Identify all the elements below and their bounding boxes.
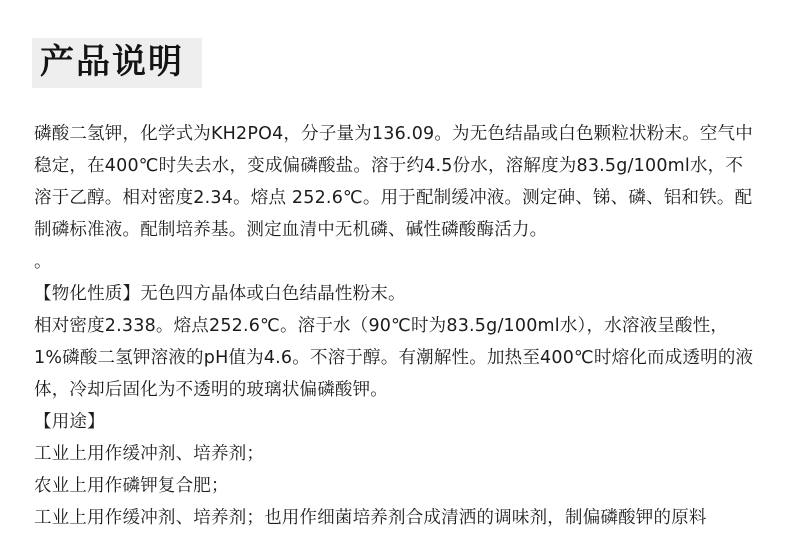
paragraph: 【用途】 [34,412,105,432]
page-title [32,34,194,90]
paragraph: 农业上用作磷钾复合肥； [34,476,229,496]
paragraph: 工业上用作缓冲剂、培养剂；也用作细菌培养剂合成清洒的调味剂，制偏磷酸钾的原料 [34,508,707,528]
description-body [28,118,762,534]
paragraph: 磷酸二氢钾，化学式为KH2PO4，分子量为136.09。为无色结晶或白色颗粒状粉末。空气中稳定，在400℃时失去水，变成偏磷酸盐。溶于约4.5份水，溶解度为83.5g/100ml水，不溶于乙醇。相对密度2.34。熔点 252.6℃。用于配制缓冲液。测定砷、锑、磷、铝和铁。配制磷标准液。配制培养基。测定血清中无机磷、碱性磷酸酶活力。 [34,124,753,240]
paragraph: 。 [34,252,52,272]
page-title-text: 产品说明 [40,42,184,82]
paragraph: 【物化性质】无色四方晶体或白色结晶性粉末。 [34,284,406,304]
paragraph: 工业上用作缓冲剂、培养剂； [34,444,265,464]
paragraph: 相对密度2.338。熔点252.6℃。溶于水（90℃时为83.5g/100ml水），水溶液呈酸性，1%磷酸二氢钾溶液的pH值为4.6。不溶于醇。有潮解性。加热至400℃时熔化而成透明的液体，冷却后固化为不透明的玻璃状偏磷酸钾。 [34,316,754,400]
